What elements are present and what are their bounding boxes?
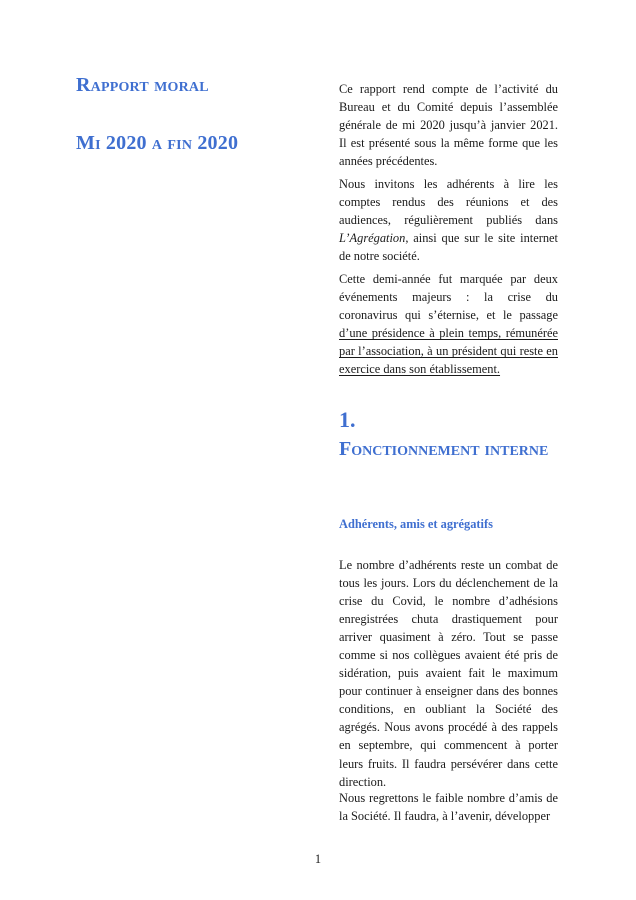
report-period: Mi 2020 a fin 2020 (76, 132, 239, 154)
members-paragraph: Le nombre d’adhérents reste un combat de tous les jours. Lors du déclenchement de la crise du Covid, le nombre d’adhésions enregistrées chuta drastiquement pour arriver quasiment à zéro. Tout se passe comme si nos collègues avaient été pris de sidération, puis avaient fait le maximum pour continuer à enseigner dans des bonnes conditions, en oubliant la Société des agrégés. Nous avons procédé à des rappels en septembre, qui commencent à porter leurs fruits. Il faudra persévérer dans cette direction. (339, 558, 558, 789)
intro-paragraph-3-start: Cette demi-année fut marquée par deux événements majeurs : la crise du coronavirus qui s’éternise, et le passage (339, 272, 558, 323)
intro-paragraph-2-start: Nous invitons les adhérents à lire les comptes rendus des réunions et des audiences, régulièrement publiés dans (339, 177, 558, 228)
intro-paragraph-2-end: , ainsi que sur le site internet de notre société. (339, 231, 558, 264)
intro-paragraph-3-underlined: d’une présidence à plein temps, rémunérée par l’association, à un président qui reste en exercice dans son établissement. (339, 326, 558, 377)
journal-title: L’Agrégation (339, 231, 406, 246)
section-subheading: Adhérents, amis et agrégatifs (339, 517, 493, 531)
intro-paragraph-1: Ce rapport rend compte de l’activité du Bureau et du Comité depuis l’assemblée générale de mi 2020 jusqu’à janvier 2021. Il est présenté sous la même forme que les années précédentes. (339, 82, 558, 169)
report-title: Rapport moral (76, 74, 209, 96)
page-number: 1 (314, 852, 322, 866)
friends-paragraph: Nous regrettons le faible nombre d’amis de la Société. Il faudra, à l’avenir, développer (339, 791, 558, 824)
intro-paragraph-3 (339, 270, 558, 378)
section-number: 1. (339, 407, 356, 432)
intro-paragraph-2 (339, 175, 558, 265)
section-title: Fonctionnement interne (339, 438, 549, 460)
